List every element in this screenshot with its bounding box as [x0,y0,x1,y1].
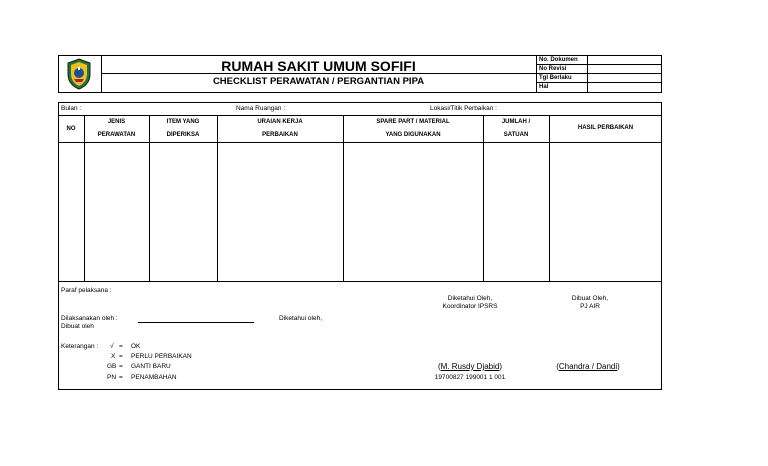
col-header-hasil: HASIL PERBAIKAN [577,125,634,131]
docinfo-row-line [536,64,662,65]
signature-1: (M. Rusdy Djabid) [437,362,503,371]
pj-air-label: PJ AIR [580,303,600,310]
legend-meaning-gb: GANTI BARU [131,363,171,370]
doc-number-label: No. Dokumen [539,57,578,63]
form-subtitle: CHECKLIST PERAWATAN / PERGANTIAN PIPA [212,76,425,87]
legend-eq: = [119,343,123,350]
koordinator-label: Koordinator IPSRS [442,303,498,310]
col-header-uraian-2: PERBAIKAN [262,132,298,138]
lokasi-label: Lokasi/Titik Perbaikan : [430,105,497,112]
dibuat-oleh-label: Dibuat oleh [61,323,94,330]
paraf-pelaksana-label: Paraf pelaksana : [61,287,112,294]
col-header-item-2: DIPERIKSA [166,132,200,138]
page-label: Hal [539,84,549,90]
legend-meaning-pn: PENAMBAHAN [131,374,177,381]
col-divider [483,115,484,281]
legend-symbol-gb: GB [107,363,117,370]
diketahui-oleh-right-label: Diketahui Oleh, [447,295,493,302]
dilaksanakan-oleh-label: Dilaksanakan oleh : [61,315,118,322]
col-divider [217,115,218,281]
docinfo-inner-divider [587,55,588,93]
legend-meaning-ok: OK [131,343,141,350]
legend-eq: = [119,353,123,360]
legend-eq: = [119,363,123,370]
col-header-jumlah: JUMLAH / [501,119,531,125]
col-divider [549,115,550,281]
docinfo-row-line [536,73,662,74]
col-header-jenis-2: PERAWATAN [97,132,136,138]
col-header-uraian: URAIAN KERJA [257,119,303,125]
legend-meaning-x: PERLU PERBAIKAN [131,353,192,360]
col-header-item: ITEM YANG [166,119,200,125]
legend-symbol-pn: PN [107,374,117,381]
hospital-title: RUMAH SAKIT UMUM SOFIFI [221,58,416,74]
keterangan-label: Keterangan : [61,343,99,350]
col-divider [343,115,344,281]
col-header-no: NO [66,126,76,132]
legend-symbol-ok: √ [110,343,114,350]
table-bottom-line [58,281,662,282]
nama-ruangan-label: Nama Ruangan : [236,105,286,112]
revision-label: No Revisi [539,66,567,72]
col-divider [84,115,85,281]
bulan-label: Bulan : [61,105,82,112]
signature-1-nip: 19700827 199001 1 001 [434,374,506,381]
legend-symbol-x: X [111,353,116,360]
docinfo-divider [536,55,537,93]
effective-date-label: Tgl Berlaku [539,75,572,81]
dilaksanakan-signature-line [138,322,254,323]
docinfo-row-line [536,82,662,83]
col-header-sparepart-2: YANG DIGUNAKAN [385,132,441,138]
signature-2-name: Chandra / Dandi [558,362,618,371]
col-header-jumlah-2: SATUAN [503,132,529,138]
diketahui-oleh-mid-label: Diketahui oleh, [279,315,322,322]
shield-emblem-icon [66,58,92,90]
signature-1-name: M. Rusdy Djabid [440,362,500,371]
col-header-jenis: JENIS [107,119,126,125]
hospital-logo [66,58,92,90]
dibuat-oleh-right-label: Dibuat Oleh, [571,295,609,302]
col-header-sparepart: SPARE PART / MATERIAL [376,119,450,125]
legend-eq: = [119,374,123,381]
col-divider [149,115,150,281]
signature-2: (Chandra / Dandi) [556,362,620,371]
